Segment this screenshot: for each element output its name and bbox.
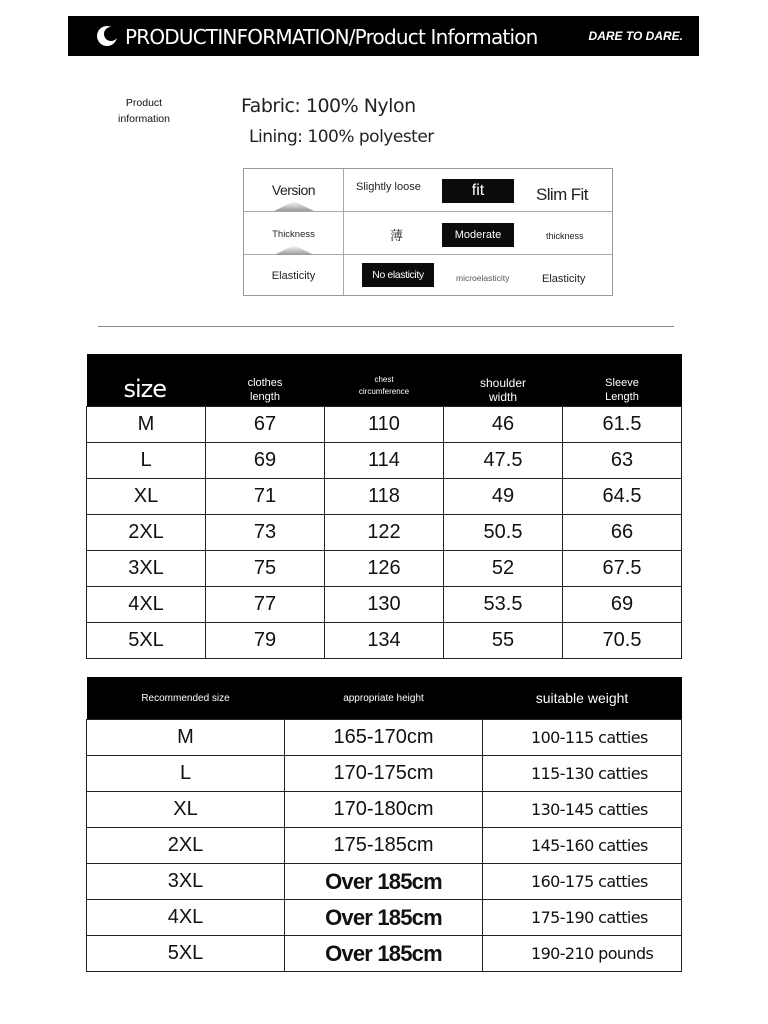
section-divider: [98, 326, 674, 327]
cell-size: 5XL: [87, 936, 285, 972]
cell-chest: 122: [325, 515, 444, 551]
table-row: [87, 900, 682, 936]
cell-chest: 130: [325, 587, 444, 623]
cell-sleeve: 63: [563, 443, 682, 479]
cell-height: Over 185cm: [285, 900, 483, 936]
header-clothes-length: [206, 354, 325, 407]
cell-shoulder: 47.5: [444, 443, 563, 479]
table-row: [87, 479, 682, 515]
cell-size: M: [87, 720, 285, 756]
header-clothes-length-line1: clothes: [247, 377, 283, 389]
header-shoulder: [444, 354, 563, 407]
cell-clothes-length: 75: [206, 551, 325, 587]
cell-height: 165-170cm: [285, 720, 483, 756]
crescent-logo-icon: [96, 25, 118, 47]
elasticity-opt-none-selected: No elasticity: [362, 263, 434, 287]
cell-chest: 110: [325, 407, 444, 443]
cell-weight: 115-130 catties: [483, 756, 682, 792]
thickness-opt-thickness: thickness: [546, 231, 584, 241]
cell-sleeve: 70.5: [563, 623, 682, 659]
cell-sleeve: 64.5: [563, 479, 682, 515]
header-sleeve: [563, 354, 682, 407]
table-row: [87, 828, 682, 864]
cell-shoulder: 52: [444, 551, 563, 587]
cell-shoulder: 53.5: [444, 587, 563, 623]
cell-weight: 145-160 catties: [483, 828, 682, 864]
header-chest: [325, 354, 444, 407]
table-row: [87, 623, 682, 659]
table-row: [87, 936, 682, 972]
fabric-text: Fabric: 100% Nylon: [241, 95, 416, 117]
cell-size: M: [87, 407, 206, 443]
cell-shoulder: 50.5: [444, 515, 563, 551]
cell-size: L: [87, 756, 285, 792]
cell-height: 170-175cm: [285, 756, 483, 792]
cell-size: 2XL: [87, 828, 285, 864]
cell-size: 4XL: [87, 900, 285, 936]
version-opt-fit-selected: fit: [442, 179, 514, 203]
cell-clothes-length: 67: [206, 407, 325, 443]
table-row: [87, 792, 682, 828]
cell-shoulder: 49: [444, 479, 563, 515]
cell-size: 2XL: [87, 515, 206, 551]
header-shoulder-line2: width: [488, 390, 517, 404]
header-sleeve-line2: Length: [605, 391, 639, 403]
cell-clothes-length: 73: [206, 515, 325, 551]
cell-size: 5XL: [87, 623, 206, 659]
size-table-header: [87, 354, 682, 407]
cell-shoulder: 55: [444, 623, 563, 659]
cell-shoulder: 46: [444, 407, 563, 443]
cell-height: Over 185cm: [285, 864, 483, 900]
cell-weight: 175-190 catties: [483, 900, 682, 936]
thickness-label-text: Thickness: [272, 228, 315, 240]
cell-size: 4XL: [87, 587, 206, 623]
header-bar: [68, 16, 699, 56]
version-opt-slightly-loose: Slightly loose: [356, 181, 421, 193]
label-shadow: [274, 201, 314, 211]
cell-height: Over 185cm: [285, 936, 483, 972]
table-row: [87, 443, 682, 479]
cell-size: XL: [87, 792, 285, 828]
cell-clothes-length: 79: [206, 623, 325, 659]
cell-clothes-length: 77: [206, 587, 325, 623]
header-chest-line1: chest: [374, 375, 394, 384]
elasticity-label: [244, 255, 343, 297]
recommend-table-header: [87, 677, 682, 720]
table-row: [87, 864, 682, 900]
table-row: [87, 720, 682, 756]
header-title: PRODUCTINFORMATION/Product Information: [125, 25, 538, 49]
cell-size: L: [87, 443, 206, 479]
version-label: [244, 169, 343, 211]
cell-chest: 118: [325, 479, 444, 515]
table-row: [87, 756, 682, 792]
elasticity-opt-elasticity: Elasticity: [542, 273, 586, 285]
size-table: [86, 354, 682, 659]
thickness-label: [244, 213, 343, 255]
cell-size: 3XL: [87, 551, 206, 587]
header-clothes-length-line2: length: [250, 391, 280, 403]
attribute-grid: [243, 168, 613, 296]
header-size: size: [87, 354, 206, 407]
cell-clothes-length: 71: [206, 479, 325, 515]
cell-weight: 160-175 catties: [483, 864, 682, 900]
cell-weight: 190-210 pounds: [483, 936, 682, 972]
product-info-label-line1: Product: [125, 97, 163, 109]
table-row: [87, 551, 682, 587]
cell-size: 3XL: [87, 864, 285, 900]
cell-weight: 100-115 catties: [483, 720, 682, 756]
grid-divider: [244, 211, 612, 212]
cell-weight: 130-145 catties: [483, 792, 682, 828]
elasticity-opt-micro: microelasticity: [456, 273, 510, 283]
header-chest-line2: circumference: [358, 387, 410, 396]
product-info-label: [112, 95, 176, 127]
product-info-label-line2: information: [118, 113, 170, 125]
header-shoulder-line1: shoulder: [479, 376, 527, 390]
cell-height: 175-185cm: [285, 828, 483, 864]
version-opt-slim-fit: Slim Fit: [536, 185, 588, 204]
cell-chest: 134: [325, 623, 444, 659]
cell-sleeve: 61.5: [563, 407, 682, 443]
cell-size: XL: [87, 479, 206, 515]
cell-chest: 126: [325, 551, 444, 587]
thickness-opt-moderate-selected: Moderate: [442, 223, 514, 247]
lining-text: Lining: 100% polyester: [249, 127, 434, 147]
cell-sleeve: 69: [563, 587, 682, 623]
cell-height: 170-180cm: [285, 792, 483, 828]
grid-divider: [343, 169, 344, 295]
header-sleeve-line1: Sleeve: [605, 377, 639, 389]
header-slogan: DARE TO DARE.: [588, 29, 683, 43]
cell-sleeve: 66: [563, 515, 682, 551]
header-appropriate-height: appropriate height: [285, 677, 483, 720]
elasticity-label-text: Elasticity: [271, 270, 316, 282]
cell-chest: 114: [325, 443, 444, 479]
header-recommended-size: Recommended size: [87, 677, 285, 720]
cell-clothes-length: 69: [206, 443, 325, 479]
cell-sleeve: 67.5: [563, 551, 682, 587]
version-label-text: Version: [271, 182, 316, 198]
table-row: [87, 587, 682, 623]
recommend-table: [86, 677, 682, 972]
table-row: [87, 407, 682, 443]
label-shadow: [274, 245, 314, 255]
header-suitable-weight: suitable weight: [483, 677, 682, 720]
table-row: [87, 515, 682, 551]
thickness-opt-thin: 薄: [390, 228, 404, 243]
